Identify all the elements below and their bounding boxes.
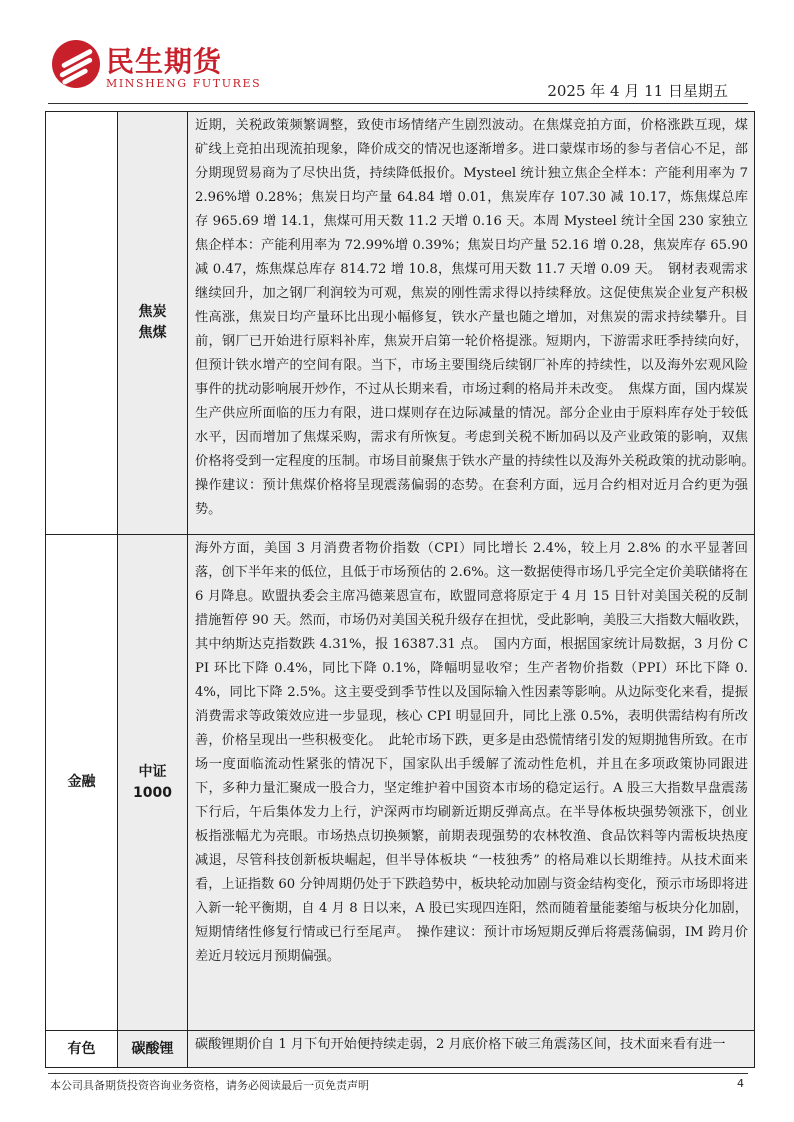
logo-english-name: MINSHENG FUTURES bbox=[106, 77, 262, 90]
commentary-table bbox=[45, 111, 762, 1068]
header-divider bbox=[48, 103, 748, 104]
category-cell: 金融 bbox=[46, 535, 118, 1031]
category-cell: 有色 bbox=[46, 1031, 118, 1068]
table-row bbox=[46, 1031, 755, 1068]
minsheng-logo-icon bbox=[52, 40, 100, 88]
logo-chinese-name: 民生期货 bbox=[106, 45, 223, 78]
table-row bbox=[46, 535, 755, 1031]
product-cell bbox=[118, 112, 188, 535]
footer-disclaimer: 本公司具备期货投资咨询业务资格，请务必阅读最后一页免责声明 bbox=[50, 1079, 369, 1092]
report-date: 2025 年 4 月 11 日星期五 bbox=[547, 82, 728, 100]
commentary-text: 碳酸锂期价自 1 月下旬开始便持续走弱，2 月底价格下破三角震荡区间，技术面来看有进一 bbox=[188, 1031, 755, 1068]
product-label: 1000 bbox=[133, 784, 172, 801]
category-cell bbox=[46, 112, 118, 535]
page-header bbox=[0, 0, 794, 104]
commentary-text: 近期，关税政策频繁调整，致使市场情绪产生剧烈波动。在焦煤竞拍方面，价格涨跌互现，煤矿线上竞拍出现流拍现象，降价成交的情况也逐渐增多。进口蒙煤市场的参与者信心不足，部分期现贸易商为了尽快出货，持续降低报价。Mysteel 统计独立焦企全样本：产能利用率为 72.96%增 0.28%；焦炭日均产量 64.84 增 0.01，焦炭库存 107.30 减 10.17，炼焦煤总库存 965.69 增 14.1，焦煤可用天数 11.2 天增 0.16 天。本周 Mysteel 统计全国 230 家独立焦企样本：产能利用率为 72.99%增 0.39%；焦炭日均产量 52.16 增 0.28，焦炭库存 65.90 减 0.47，炼焦煤总库存 814.72 增 10.8，焦煤可用天数 11.7 天增 0.09 天。 钢材表观需求继续回升，加之钢厂利润较为可观，焦炭的刚性需求得以持续释放。这促使焦炭企业复产积极性高涨，焦炭日均产量环比出现小幅修复，铁水产量也随之增加，对焦炭的需求持续攀升。目前，钢厂已开始进行原料补库，焦炭开启第一轮价格提涨。短期内，下游需求旺季持续向好，但预计铁水增产的空间有限。当下，市场主要围绕后续钢厂补库的持续性，以及海外宏观风险事件的扰动影响展开炒作，不过从长期来看，市场过剩的格局并未改变。 焦煤方面，国内煤炭生产供应所面临的压力有限，进口煤则存在边际减量的情况。部分企业由于原料库存处于较低水平，因而增加了焦煤采购，需求有所恢复。考虑到关税不断加码以及产业政策的影响，双焦价格将受到一定程度的压制。市场目前聚焦于铁水产量的持续性以及海外关税政策的扰动影响。 操作建议：预计焦煤价格将呈现震荡偏弱的态势。在套利方面，远月合约相对近月合约更为强势。 bbox=[188, 112, 755, 535]
product-label: 碳酸锂 bbox=[131, 1040, 174, 1057]
product-cell bbox=[118, 535, 188, 1031]
product-label: 中证 bbox=[138, 763, 167, 780]
page-number: 4 bbox=[737, 1077, 744, 1090]
table-row bbox=[46, 112, 755, 535]
footer-divider bbox=[48, 1073, 748, 1074]
commentary-text: 海外方面，美国 3 月消费者物价指数（CPI）同比增长 2.4%，较上月 2.8% 的水平显著回落，创下半年来的低位，且低于市场预估的 2.6%。这一数据使得市场几乎完全定价美联储将在 6 月降息。欧盟执委会主席冯德莱恩宣布，欧盟同意将原定于 4 月 15 日针对美国关税的反制措施暂停 90 天。然而，市场仍对美国关税升级存在担忧，受此影响，美股三大指数大幅收跌，其中纳斯达克指数跌 4.31%，报 16387.31 点。 国内方面，根据国家统计局数据，3 月份 CPI 环比下降 0.4%，同比下降 0.1%，降幅明显收窄；生产者物价指数（PPI）环比下降 0.4%，同比下降 2.5%。这主要受到季节性以及国际输入性因素等影响。从边际变化来看，提振消费需求等政策效应进一步显现，核心 CPI 明显回升，同比上涨 0.5%，表明供需结构有所改善，价格呈现出一些积极变化。 此轮市场下跌，更多是由恐慌情绪引发的短期抛售所致。在市场一度面临流动性紧张的情况下，国家队出手缓解了流动性危机，并且在多项政策协同跟进下，多种力量汇聚成一股合力，坚定维护着中国资本市场的稳定运行。A 股三大指数早盘震荡下行后，午后集体发力上行，沪深两市均刷新近期反弹高点。在半导体板块强势领涨下，创业板指涨幅尤为亮眼。市场热点切换频繁，前期表现强势的农林牧渔、食品饮料等内需板块热度减退，尽管科技创新板块崛起，但半导体板块 “一枝独秀” 的格局难以长期维持。从技术面来看，上证指数 60 分钟周期仍处于下跌趋势中，板块轮动加剧与资金结构变化，预示市场即将进入新一轮平衡期，自 4 月 8 日以来，A 股已实现四连阳，然而随着量能萎缩与板块分化加剧，短期情绪性修复行情或已行至尾声。 操作建议：预计市场短期反弹后将震荡偏弱，IM 跨月价差近月较远月预期偏强。 bbox=[188, 535, 755, 1031]
product-cell bbox=[118, 1031, 188, 1068]
product-label: 焦炭 bbox=[138, 304, 167, 320]
product-label: 焦煤 bbox=[138, 325, 167, 341]
